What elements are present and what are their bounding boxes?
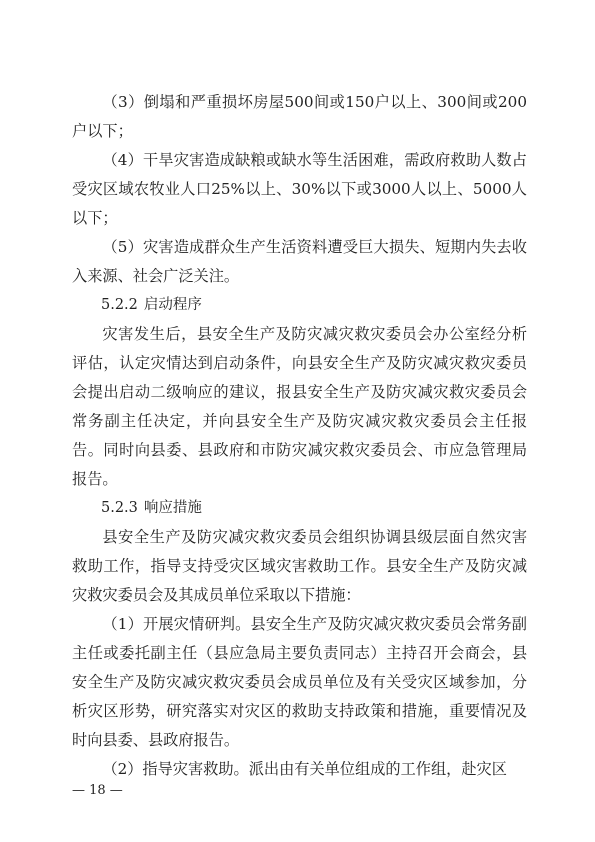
paragraph-response-item-1: （1）开展灾情研判。县安全生产及防灾减灾救灾委员会常务副主任或委托副主任（县应急局主要负责同志）主持召开会商会，县安全生产及防灾减灾救灾委员会成员单位及有关受灾区域参加，分析灾区形势，研究落实对灾区的救助支持政策和措施，重要情况及时向县委、县政府报告。 <box>72 615 527 749</box>
page-number: — 18 — <box>72 783 123 798</box>
section-title: 响应措施 <box>143 500 202 516</box>
paragraph-response-item-2: （2）指导灾害救助。派出由有关单位组成的工作组，赴灾区 <box>102 760 507 778</box>
section-heading-5-2-2 <box>72 291 527 320</box>
section-title: 启动程序 <box>143 297 202 313</box>
paragraph-item-4: （4）干旱灾害造成缺粮或缺水等生活困难，需政府救助人数占受灾区域农牧业人口25%以上、30%以下或3000人以上、5000人以下； <box>72 151 527 227</box>
paragraph-item-5: （5）灾害造成群众生产生活资料遭受巨大损失、短期内失去收入来源、社会广泛关注。 <box>72 238 527 285</box>
paragraph-item-3: （3）倒塌和严重损坏房屋500间或150户以上、300间或200户以下； <box>72 93 527 140</box>
document-body <box>72 88 527 784</box>
section-number: 5.2.3 <box>101 500 138 516</box>
paragraph-response-intro: 县安全生产及防灾减灾救灾委员会组织协调县级层面自然灾害救助工作，指导支持受灾区域灾害救助工作。县安全生产及防灾减灾救灾委员会及其成员单位采取以下措施： <box>72 528 527 604</box>
section-number: 5.2.2 <box>101 297 138 313</box>
paragraph-start-procedure: 灾害发生后，县安全生产及防灾减灾救灾委员会办公室经分析评估，认定灾情达到启动条件，向县安全生产及防灾减灾救灾委员会提出启动二级响应的建议，报县安全生产及防灾减灾救灾委员会常务副主任决定，并向县安全生产及防灾减灾救灾委员会主任报告。同时向县委、县政府和市防灾减灾救灾委员会、市应急管理局报告。 <box>72 325 527 488</box>
section-heading-5-2-3 <box>72 494 527 523</box>
